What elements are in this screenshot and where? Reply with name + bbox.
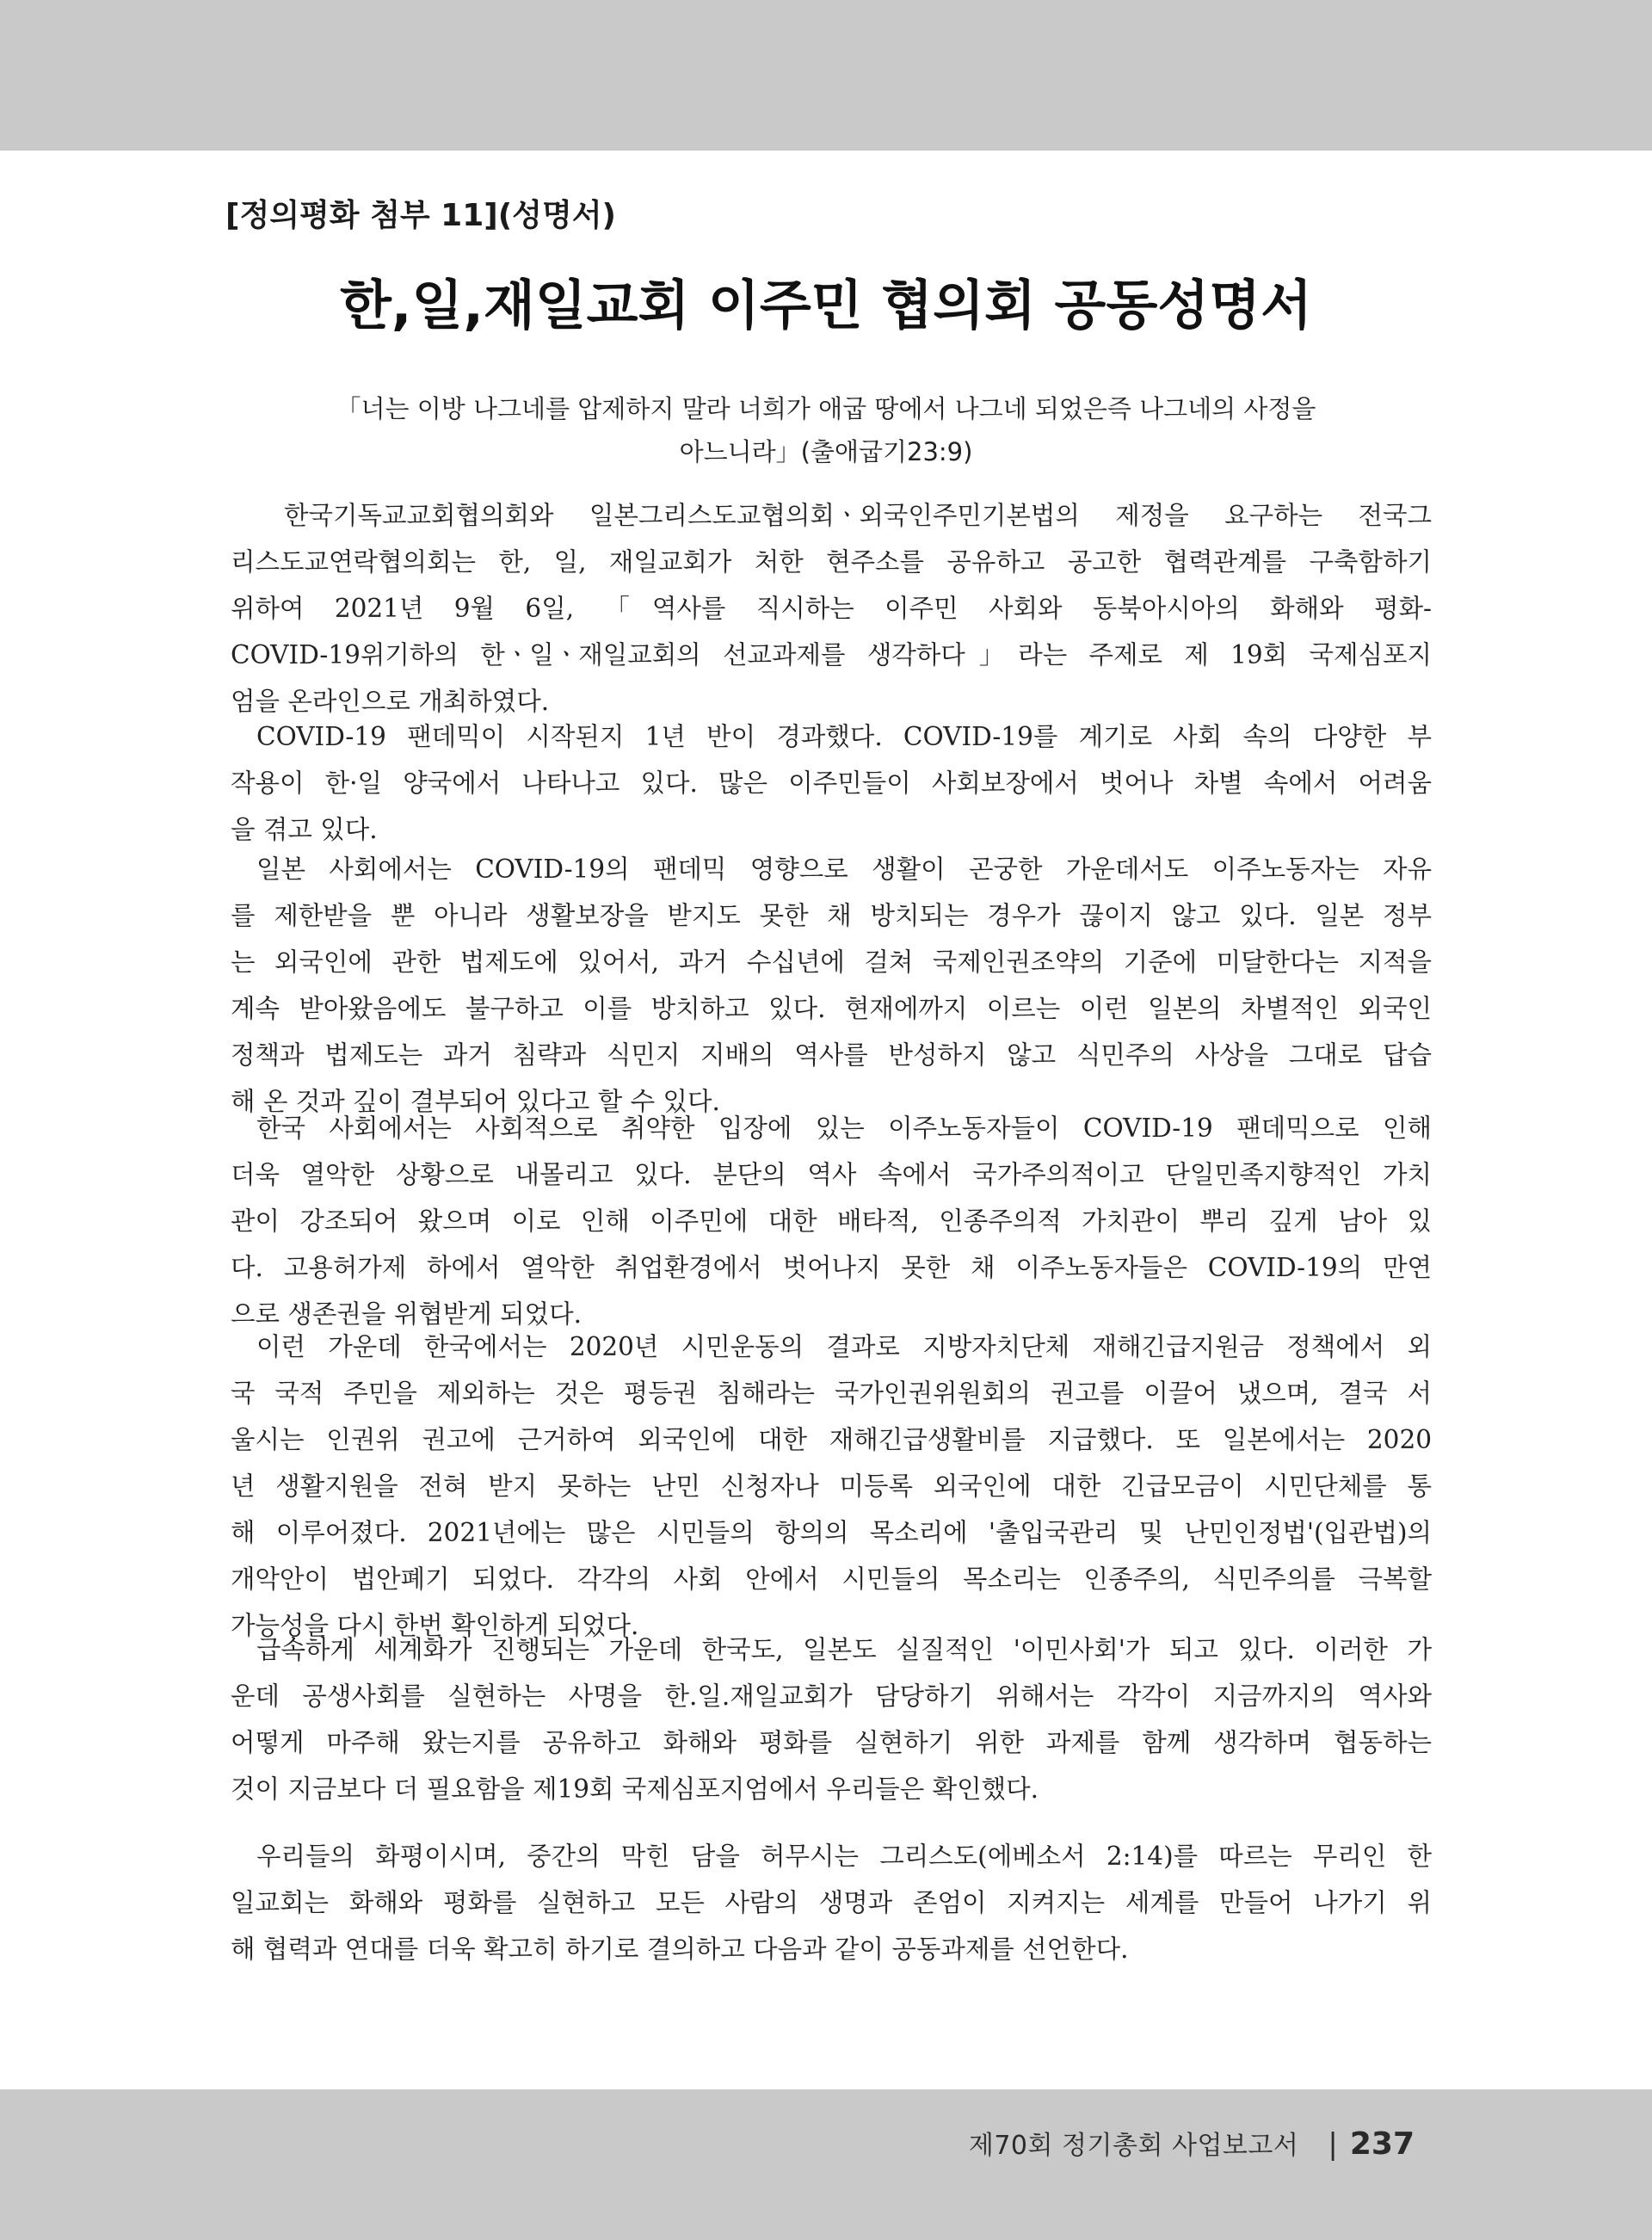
paragraph-line: 작용이 한·일 양국에서 나타나고 있다. 많은 이주민들이 사회보장에서 벗어나 차별 속에서 어려움 bbox=[231, 768, 1432, 798]
epigraph-line: 「너는 이방 나그네를 압제하지 말라 너희가 애굽 땅에서 나그네 되었은즉 나그네의 사정을 bbox=[336, 394, 1316, 423]
document-title: 한,일,재일교회 이주민 협의회 공동성명서 bbox=[339, 274, 1313, 336]
paragraph-line: COVID-19위기하의 한ㆍ일ㆍ재일교회의 선교과제를 생각하다」라는 주제로 제 19회 국제심포지 bbox=[231, 640, 1432, 670]
paragraph-line: COVID-19 팬데믹이 시작된지 1년 반이 경과했다. COVID-19를 계기로 사회 속의 다양한 부 bbox=[256, 722, 1432, 751]
paragraph-globalization bbox=[231, 1626, 1432, 1812]
footer-report-title: 제70회 정기총회 사업보고서 bbox=[968, 2131, 1299, 2161]
paragraph-civic-movements bbox=[231, 1324, 1432, 1649]
paragraph-symposium bbox=[231, 492, 1432, 725]
header-band bbox=[0, 0, 1652, 151]
paragraph-line: 울시는 인권위 권고에 근거하여 외국인에 대한 재해긴급생활비를 지급했다. 또 일본에서는 2020 bbox=[231, 1425, 1432, 1454]
paragraph-japan bbox=[231, 846, 1432, 1125]
paragraph-line: 일본 사회에서는 COVID-19의 팬데믹 영향으로 생활이 곤궁한 가운데서도 이주노동자는 자유 bbox=[256, 855, 1432, 884]
paragraph-line: 해 이루어졌다. 2021년에는 많은 시민들의 항의의 목소리에 '출입국관리 및 난민인정법'(입관법)의 bbox=[231, 1518, 1432, 1547]
paragraph-line: 위하여 2021년 9월 6일, 「역사를 직시하는 이주민 사회와 동북아시아의 화해와 평화- bbox=[231, 594, 1432, 623]
paragraph-line: 운데 공생사회를 실현하는 사명을 한.일.재일교회가 담당하기 위해서는 각각이 지금까지의 역사와 bbox=[231, 1682, 1432, 1711]
paragraph-line: 한국 사회에서는 사회적으로 취약한 입장에 있는 이주노동자들이 COVID-19 팬데믹으로 인해 bbox=[256, 1114, 1432, 1143]
paragraph-line: 더욱 열악한 상황으로 내몰리고 있다. 분단의 역사 속에서 국가주의적이고 단일민족지향적인 가치 bbox=[231, 1160, 1432, 1189]
paragraph-line: 어떻게 마주해 왔는지를 공유하고 화해와 평화를 실현하기 위한 과제를 함께 생각하며 협동하는 bbox=[231, 1728, 1432, 1757]
paragraph-line: 다. 고용허가제 하에서 열악한 취업환경에서 벗어나지 못한 채 이주노동자들은 COVID-19의 만연 bbox=[231, 1253, 1432, 1282]
paragraph-line: 급속하게 세계화가 진행되는 가운데 한국도, 일본도 실질적인 '이민사회'가 되고 있다. 이러한 가 bbox=[256, 1635, 1432, 1664]
paragraph-line: 리스도교연락협의회는 한, 일, 재일교회가 처한 현주소를 공유하고 공고한 협력관계를 구축함하기 bbox=[231, 547, 1432, 577]
attachment-label: [정의평화 첨부 11](성명서) bbox=[225, 198, 616, 233]
paragraph-line: 엄을 온라인으로 개최하였다. bbox=[231, 687, 550, 716]
paragraph-line: 국 국적 주민을 제외하는 것은 평등권 침해라는 국가인권위원회의 권고를 이끌어 냈으며, 결국 서 bbox=[231, 1379, 1432, 1408]
paragraph-pandemic bbox=[231, 713, 1432, 853]
footer-separator: | bbox=[1328, 2127, 1338, 2162]
paragraph-resolution bbox=[231, 1833, 1432, 1972]
page-footer bbox=[969, 2124, 1415, 2162]
paragraph-line: 년 생활지원을 전혀 받지 못하는 난민 신청자나 미등록 외국인에 대한 긴급모금이 시민단체를 통 bbox=[231, 1472, 1432, 1501]
paragraph-line: 계속 받아왔음에도 불구하고 이를 방치하고 있다. 현재에까지 이르는 이런 일본의 차별적인 외국인 bbox=[231, 994, 1432, 1023]
epigraph-line: 아느니라」(출애굽기23:9) bbox=[679, 437, 973, 466]
paragraph-line: 으로 생존권을 위협받게 되었다. bbox=[231, 1299, 582, 1329]
paragraph-line: 일교회는 화해와 평화를 실현하고 모든 사람의 생명과 존엄이 지켜지는 세계를 만들어 나가기 위 bbox=[231, 1888, 1432, 1917]
paragraph-line: 를 제한받을 뿐 아니라 생활보장을 받지도 못한 채 방치되는 경우가 끊이지 않고 있다. 일본 정부 bbox=[231, 901, 1432, 930]
paragraph-line: 는 외국인에 관한 법제도에 있어서, 과거 수십년에 걸쳐 국제인권조약의 기준에 미달한다는 지적을 bbox=[231, 947, 1432, 977]
footer-band bbox=[0, 2089, 1652, 2240]
paragraph-line: 우리들의 화평이시며, 중간의 막힌 담을 허무시는 그리스도(에베소서 2:14)를 따르는 무리인 한 bbox=[256, 1842, 1432, 1871]
paragraph-line: 을 겪고 있다. bbox=[231, 815, 378, 844]
paragraph-line: 한국기독교교회협의회와 일본그리스도교협의회ㆍ외국인주민기본법의 제정을 요구하는 전국그 bbox=[284, 501, 1432, 530]
paragraph-line: 해 온 것과 깊이 결부되어 있다고 할 수 있다. bbox=[231, 1087, 720, 1116]
paragraph-line: 것이 지금보다 더 필요함을 제19회 국제심포지엄에서 우리들은 확인했다. bbox=[231, 1774, 1039, 1804]
epigraph bbox=[250, 387, 1402, 473]
paragraph-line: 정책과 법제도는 과거 침략과 식민지 지배의 역사를 반성하지 않고 식민주의 사상을 그대로 답습 bbox=[231, 1040, 1432, 1070]
page-number: 237 bbox=[1349, 2126, 1415, 2162]
paragraph-line: 관이 강조되어 왔으며 이로 인해 이주민에 대한 배타적, 인종주의적 가치관이 뿌리 깊게 남아 있 bbox=[231, 1206, 1432, 1236]
paragraph-line: 이런 가운데 한국에서는 2020년 시민운동의 결과로 지방자치단체 재해긴급지원금 정책에서 외 bbox=[256, 1332, 1432, 1361]
paragraph-line: 가능성을 다시 한번 확인하게 되었다. bbox=[231, 1611, 639, 1640]
paragraph-line: 개악안이 법안폐기 되었다. 각각의 사회 안에서 시민들의 목소리는 인종주의, 식민주의를 극복할 bbox=[231, 1564, 1432, 1594]
paragraph-korea bbox=[231, 1105, 1432, 1337]
paragraph-line: 해 협력과 연대를 더욱 확고히 하기로 결의하고 다음과 같이 공동과제를 선언한다. bbox=[231, 1935, 1129, 1964]
